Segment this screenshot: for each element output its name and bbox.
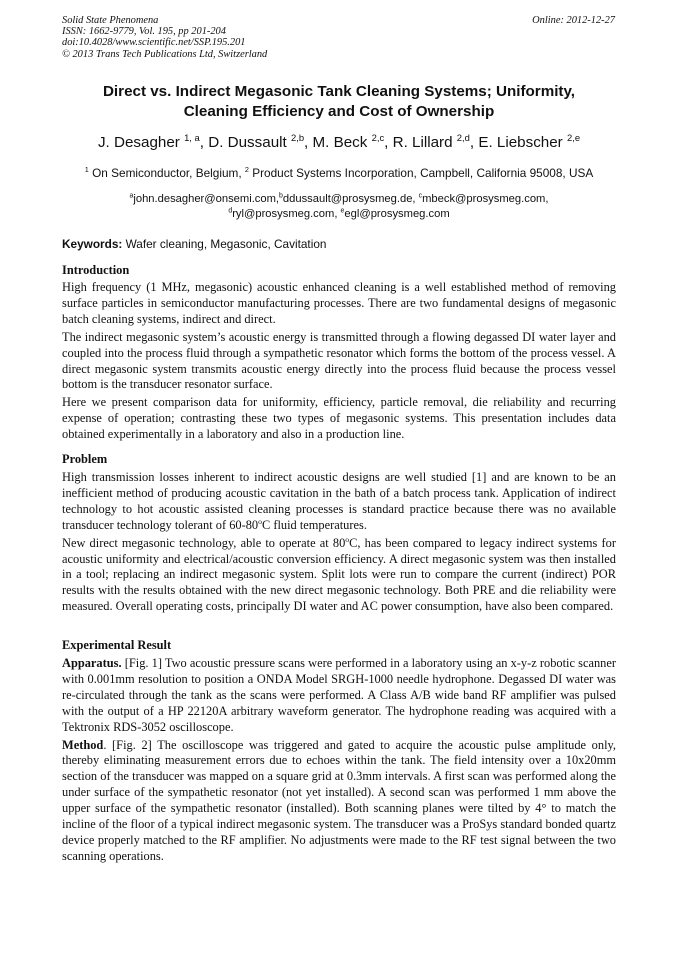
paragraph-text: C fluid temperatures. <box>261 517 367 532</box>
degree-marker: o <box>345 534 350 544</box>
paper-title <box>62 82 616 122</box>
email-marker-a: a <box>129 192 134 200</box>
paragraph: Here we present comparison data for uniformity, efficiency, particle removal, die reliability and recurring expense of operation; contrasting these two types of megasonic systems. This presentation includes data obtained experimentally in a laboratory and also in a production line. <box>62 395 616 442</box>
issn-line: ISSN: 1662-9779, Vol. 195, pp 201-204 <box>62 26 226 38</box>
author-affiliation-marker: 1, a <box>184 131 200 143</box>
author-separator: , <box>384 134 393 151</box>
author-emails <box>62 192 616 222</box>
author-affiliation-marker: 2,c <box>371 131 385 143</box>
journal-header <box>62 15 267 60</box>
paragraph: High frequency (1 MHz, megasonic) acoustic enhanced cleaning is a well established method of removing surface particles in semiconductor manufacturing processes. There are two fundamental designs of megasonic batch cleaning systems, indirect and direct. <box>62 280 616 326</box>
email-d: ryl@prosysmeg.com, <box>232 208 341 220</box>
title-line-2: Cleaning Efficiency and Cost of Ownership <box>183 103 495 120</box>
section-heading: Problem <box>62 452 108 466</box>
paragraph-text: High transmission losses inherent to indirect acoustic designs are well studied [1] and are known to be an inefficient method of producing acoustic cavitation in the bath of a batch process tank. Application of indirect technology to hot acoustic assisted cleaning processes is standard practice because there was no available transducer technology tolerant of 60-80 <box>62 470 616 532</box>
affiliation-1: On Semiconductor, Belgium, <box>88 166 245 180</box>
author-affiliation-marker: 2,b <box>290 131 305 143</box>
author-affiliation-marker: 2,d <box>456 131 470 143</box>
affiliation-2: Product Systems Incorporation, Campbell, California 95008, USA <box>248 166 594 180</box>
email-marker-d: d <box>228 207 233 215</box>
paragraph <box>62 656 616 736</box>
journal-name: Solid State Phenomena <box>62 15 159 26</box>
keywords-line <box>62 237 616 251</box>
email-b: ddussault@prosysmeg.de, <box>282 193 419 205</box>
doi-line: doi:10.4028/www.scientific.net/SSP.195.201 <box>62 37 246 49</box>
paragraph <box>62 470 616 534</box>
section-heading: Introduction <box>62 263 130 277</box>
affiliations <box>62 165 616 181</box>
author-separator: , <box>304 134 313 151</box>
paragraph-text: C, has been compared to legacy indirect systems for acoustic uniformity and electrical/acoustic conversion efficiency. A direct megasonic system was then installed in a tool; replacing an indirect megasonic system. Split lots were run to compare the current (indirect) POR results with the results obtained with the new direct megasonic technology. Both PRE and die reliability were measured. Overall operating costs, principally DI water and AC power consumption, have also been compared. <box>62 535 616 614</box>
online-date: Online: 2012-12-27 <box>532 15 615 26</box>
problem-section <box>62 451 616 615</box>
paragraph: The indirect megasonic system’s acoustic energy is transmitted through a flowing degassed DI water layer and coupled into the process fluid through a sympathetic resonator which forms the bottom of the process vessel. A direct megasonic system transmits acoustic energy directly into the process fluid because the process vessel bottom is the transducer resonator surface. <box>62 329 616 392</box>
keywords-label: Keywords: <box>62 237 123 251</box>
paragraph <box>62 738 616 865</box>
email-marker-b: b <box>279 192 283 200</box>
author-affiliation-marker: 2,e <box>566 131 581 143</box>
email-a: john.desagher@onsemi.com, <box>133 193 280 205</box>
email-marker-e: e <box>340 207 345 215</box>
email-e: egl@prosysmeg.com <box>344 208 450 220</box>
run-in-heading: Apparatus. <box>62 656 122 670</box>
introduction-section <box>62 262 616 443</box>
email-line-2 <box>62 207 616 222</box>
email-c: mbeck@prosysmeg.com, <box>422 193 549 205</box>
paragraph <box>62 536 616 616</box>
author-separator: , <box>199 134 209 151</box>
copyright-line: © 2013 Trans Tech Publications Ltd, Switzerland <box>62 48 268 60</box>
affiliation-marker-2: 2 <box>244 165 249 175</box>
run-in-heading: Method <box>62 737 104 752</box>
affiliation-marker-1: 1 <box>84 165 89 175</box>
author-list <box>62 133 616 153</box>
paragraph-text: New direct megasonic technology, able to operate at 80 <box>62 535 346 550</box>
paragraph-text: . [Fig. 2] The oscilloscope was triggered and gated to acquire the acoustic pulse amplitude only, thereby eliminating measurement errors due to echoes within the tank. The field intensity over a 10x20mm section of the transducer was mapped on a square grid at 0.3mm intervals. A first scan was performed along the under surface of the sympathetic resonator (not yet installed). A second scan was performed 1 mm above the upper surface of the sympathetic resonator (installed). Both scanning planes were tilted by 4° to match the incline of the floor of a typical indirect megasonic system. The transducer was a ProSys standard bonded quartz device properly matched to the RF amplifier. No adjustments were made to the RF test signal between the two scanning operations. <box>62 737 616 863</box>
keywords-text: Wafer cleaning, Megasonic, Cavitation <box>122 237 327 251</box>
author-name: J. Desagher <box>97 134 180 151</box>
paragraph-text: [Fig. 1] Two acoustic pressure scans were performed in a laboratory using an x-y-z robotic scanner with 0.001mm resolution to position a ONDA Model SRGH-1000 needle hydrophone. Degassed DI water was re-circulated through the tank as the scans were performed. A Class A/B wide band RF amplifier was pulsed with the output of a HP 22120A arbitrary waveform generator. The hydrophone reading was acquired with a Tektronix RDS-3052 oscilloscope. <box>62 656 616 734</box>
author-name: R. Lillard <box>392 134 453 151</box>
author-name: D. Dussault <box>208 134 287 151</box>
degree-marker: o <box>258 516 262 526</box>
title-line-1: Direct vs. Indirect Megasonic Tank Cleaning Systems; Uniformity, <box>102 83 576 100</box>
section-heading: Experimental Result <box>62 638 172 652</box>
email-marker-c: c <box>418 192 423 200</box>
author-name: E. Liebscher <box>478 134 563 151</box>
author-name: M. Beck <box>312 134 368 151</box>
email-line-1 <box>62 192 616 207</box>
author-separator: , <box>469 134 479 151</box>
experimental-section <box>62 637 616 865</box>
